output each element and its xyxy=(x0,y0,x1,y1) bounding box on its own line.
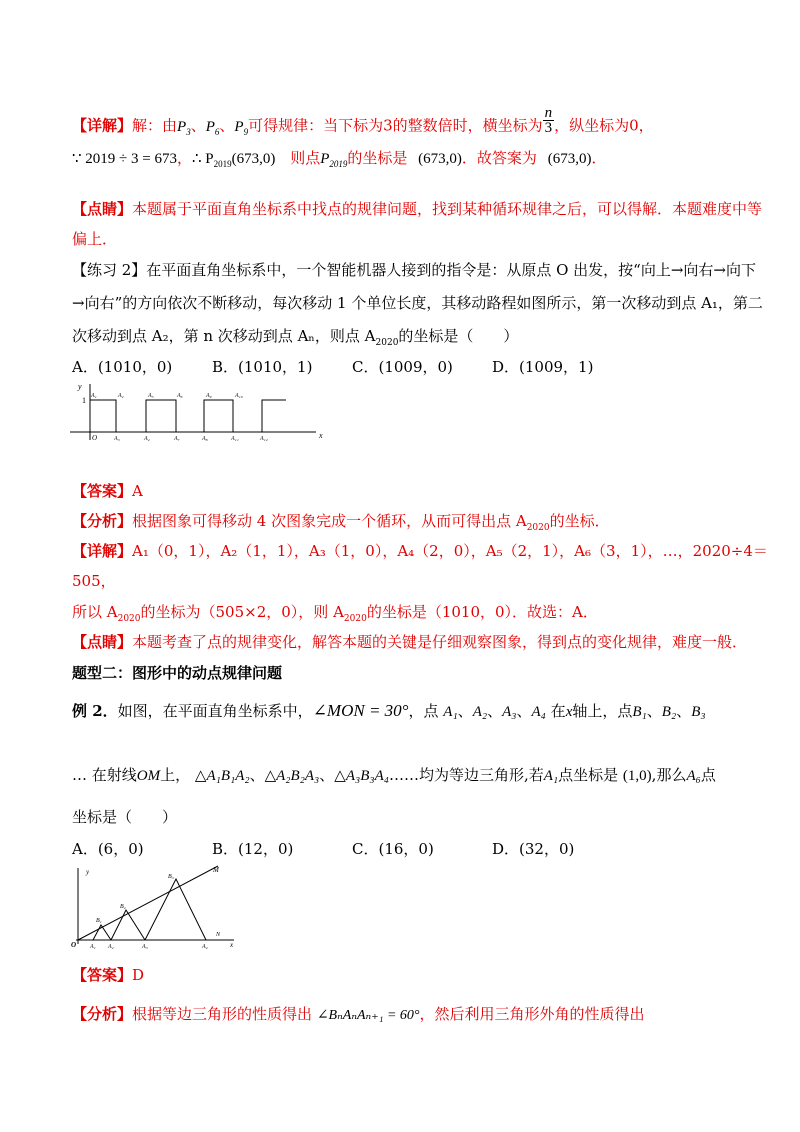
analysis1-tag: 【分析】 xyxy=(72,512,133,530)
insight2-line: 【点睛】本题考查了点的规律变化，解答本题的关键是仔细观察图象，得到点的变化规律，难度一般． xyxy=(72,633,748,651)
fig1-label-a3: A₃ xyxy=(114,436,120,442)
detail-tag: 【详解】 xyxy=(72,116,133,135)
path-line xyxy=(90,400,286,432)
fig1-y-label: y xyxy=(78,382,82,391)
example2-label: 例 2． xyxy=(72,702,118,720)
equation-2019-div-3: ∵ 2019 ÷ 3 = 673 xyxy=(72,151,177,167)
answer2-line xyxy=(72,964,144,986)
fraction-n-over-3: $\frac{n}{3}$ xyxy=(544,105,553,136)
fig2-label-a2: A₂ xyxy=(108,944,114,950)
detail1-line-3: 所以 $A_{2020}$的坐标为（505×2，0），则 $A_{2020}$的坐标是（1010，0）．故选：A． xyxy=(72,603,598,624)
fig1-label-a10: A₁₀ xyxy=(235,393,243,399)
fig2-m-label: M xyxy=(213,866,219,874)
p2019-symbol: $P_{2019}$ xyxy=(320,151,348,169)
answer2-tag: 【答案】 xyxy=(72,966,133,984)
fig2-y-label: y xyxy=(86,868,90,876)
answer1-tag: 【答案】 xyxy=(72,482,133,500)
fig2-x-label: x xyxy=(230,941,234,949)
angle-formula: ∠BₙAₙAₙ₊₁ = 60° xyxy=(316,1008,420,1023)
section-heading: 题型二：图形中的动点规律问题 xyxy=(72,664,283,682)
exercise2-line-2: →向右”的方向依次不断移动，每次移动 1 个单位长度，其移动路程如图所示，第一次移动到点 A₁，第二 xyxy=(72,294,763,312)
fig2-label-b3: B₃ xyxy=(168,874,174,880)
fig2-label-a4: A₄ xyxy=(202,944,208,950)
detail-line-1: 【详解】解：由$P_3$、$P_6$、$P_9$可得规律：当下标为3的整数倍时，横坐标为 $\frac{n}{3}$ ，纵坐标为0， xyxy=(72,105,654,137)
fig1-label-a2: A₂ xyxy=(118,393,124,399)
fig1-label-a9: A₉ xyxy=(206,393,212,399)
example2-option-d[interactable]: D．(32，0) xyxy=(492,840,575,858)
equation-p2019: ∴ $P_{2019}(673,0)$ xyxy=(192,151,276,169)
insight-line-2: 偏上． xyxy=(72,230,118,248)
fig1-one-label: 1 xyxy=(82,396,86,405)
fig2-label-a3: A₃ xyxy=(142,944,148,950)
example2-line-2: … 在射线OM上， △A₁B₁A₂、△A₂B₂A₃、△A₃B₃A₄……均为等边三角形,若A₁点坐标是 (1,0),那么A₆点 xyxy=(72,766,716,784)
p9-symbol: $P_9$ xyxy=(234,118,249,137)
fig1-label-a12: A₁₂ xyxy=(260,436,268,442)
analysis2-tag: 【分析】 xyxy=(72,1005,133,1023)
p6-symbol: $P_6$ xyxy=(205,118,220,137)
example2-line-1: 例 2．如图，在平面直角坐标系中，∠MON = 30°，点 A₁、A₂、A₃、A₄ 在x轴上，点B₁、B₂、B₃ xyxy=(72,701,706,720)
example2-option-a[interactable]: A．(6，0) xyxy=(72,840,144,858)
detail-line-2: ∵ 2019 ÷ 3 = 673，∴ $P_{2019}(673,0)$ 则点$P_{2019}$的坐标是 (673,0)．故答案为 (673,0)． xyxy=(72,149,607,169)
answer1-value: A xyxy=(132,482,143,500)
p3-symbol: $P_3$ xyxy=(177,118,191,137)
fig2-origin-label: O xyxy=(71,941,77,949)
detail1-line-1: 【详解】A₁（0，1），A₂（1，1），A₃（1，0），A₄（2，0），A₅（2，1），A₆（3，1），…，2020÷4＝ xyxy=(72,542,768,560)
fig1-label-a8: A₈ xyxy=(202,436,208,442)
insight-tag: 【点睛】 xyxy=(72,200,133,218)
fig1-label-a7: A₇ xyxy=(174,436,180,442)
fig1-label-a1: A₁ xyxy=(91,393,97,399)
fig1-origin-label: O xyxy=(92,434,98,442)
answer2-value: D xyxy=(132,966,145,984)
example2-option-c[interactable]: C．(16，0) xyxy=(352,840,434,858)
insight-line-1: 【点睛】本题属于平面直角坐标系中找点的规律问题，找到某种循环规律之后，可以得解．本题难度中等 xyxy=(72,200,763,218)
analysis1-line: 【分析】根据图象可得移动 4 次图象完成一个循环，从而可得出点 $A_{2020}$的坐标． xyxy=(72,512,610,533)
exercise2-option-a[interactable]: A．(1010，0) xyxy=(72,358,173,376)
fig2-label-b1: B₁ xyxy=(96,918,102,924)
triangles-figure xyxy=(68,864,240,950)
fig2-label-a1: A₁ xyxy=(90,944,96,950)
answer1-line xyxy=(72,480,143,502)
detail1-tag: 【详解】 xyxy=(72,542,133,560)
example2-option-b[interactable]: B．(12，0) xyxy=(212,840,294,858)
fig2-label-b2: B₂ xyxy=(120,904,126,910)
triangle-2 xyxy=(111,910,145,940)
fig2-n-label: N xyxy=(216,932,221,938)
example2-line-3: 坐标是（ ） xyxy=(72,808,178,826)
fig1-label-a5: A₅ xyxy=(148,393,154,399)
detail1-line-2: 505， xyxy=(72,572,116,590)
fig1-label-a4: A₄ xyxy=(144,436,150,442)
angle-mon: ∠MON = 30° xyxy=(312,701,409,720)
exercise2-option-c[interactable]: C．(1009，0) xyxy=(352,358,453,376)
triangle-1 xyxy=(93,925,111,940)
fig1-label-a6: A₆ xyxy=(177,393,183,399)
exercise2-option-d[interactable]: D．(1009，1) xyxy=(492,358,594,376)
robot-path-figure xyxy=(70,382,330,444)
exercise2-line-3: 次移动到点 A₂，第 n 次移动到点 Aₙ，则点 $A_{2020}$的坐标是（ ） xyxy=(72,327,519,348)
fig1-label-a11: A₁₁ xyxy=(231,436,239,442)
insight2-tag: 【点睛】 xyxy=(72,633,133,651)
fig1-x-label: x xyxy=(319,431,323,440)
exercise2-option-b[interactable]: B．(1010，1) xyxy=(212,358,313,376)
exercise2-line-1: 【练习 2】在平面直角坐标系中，一个智能机器人接到的指令是：从原点 O 出发，按“向上→向右→向下 xyxy=(72,261,756,279)
analysis2-line: 【分析】根据等边三角形的性质得出 ∠BₙAₙAₙ₊₁ = 60°，然后利用三角形外角的性质得出 xyxy=(72,1005,645,1023)
